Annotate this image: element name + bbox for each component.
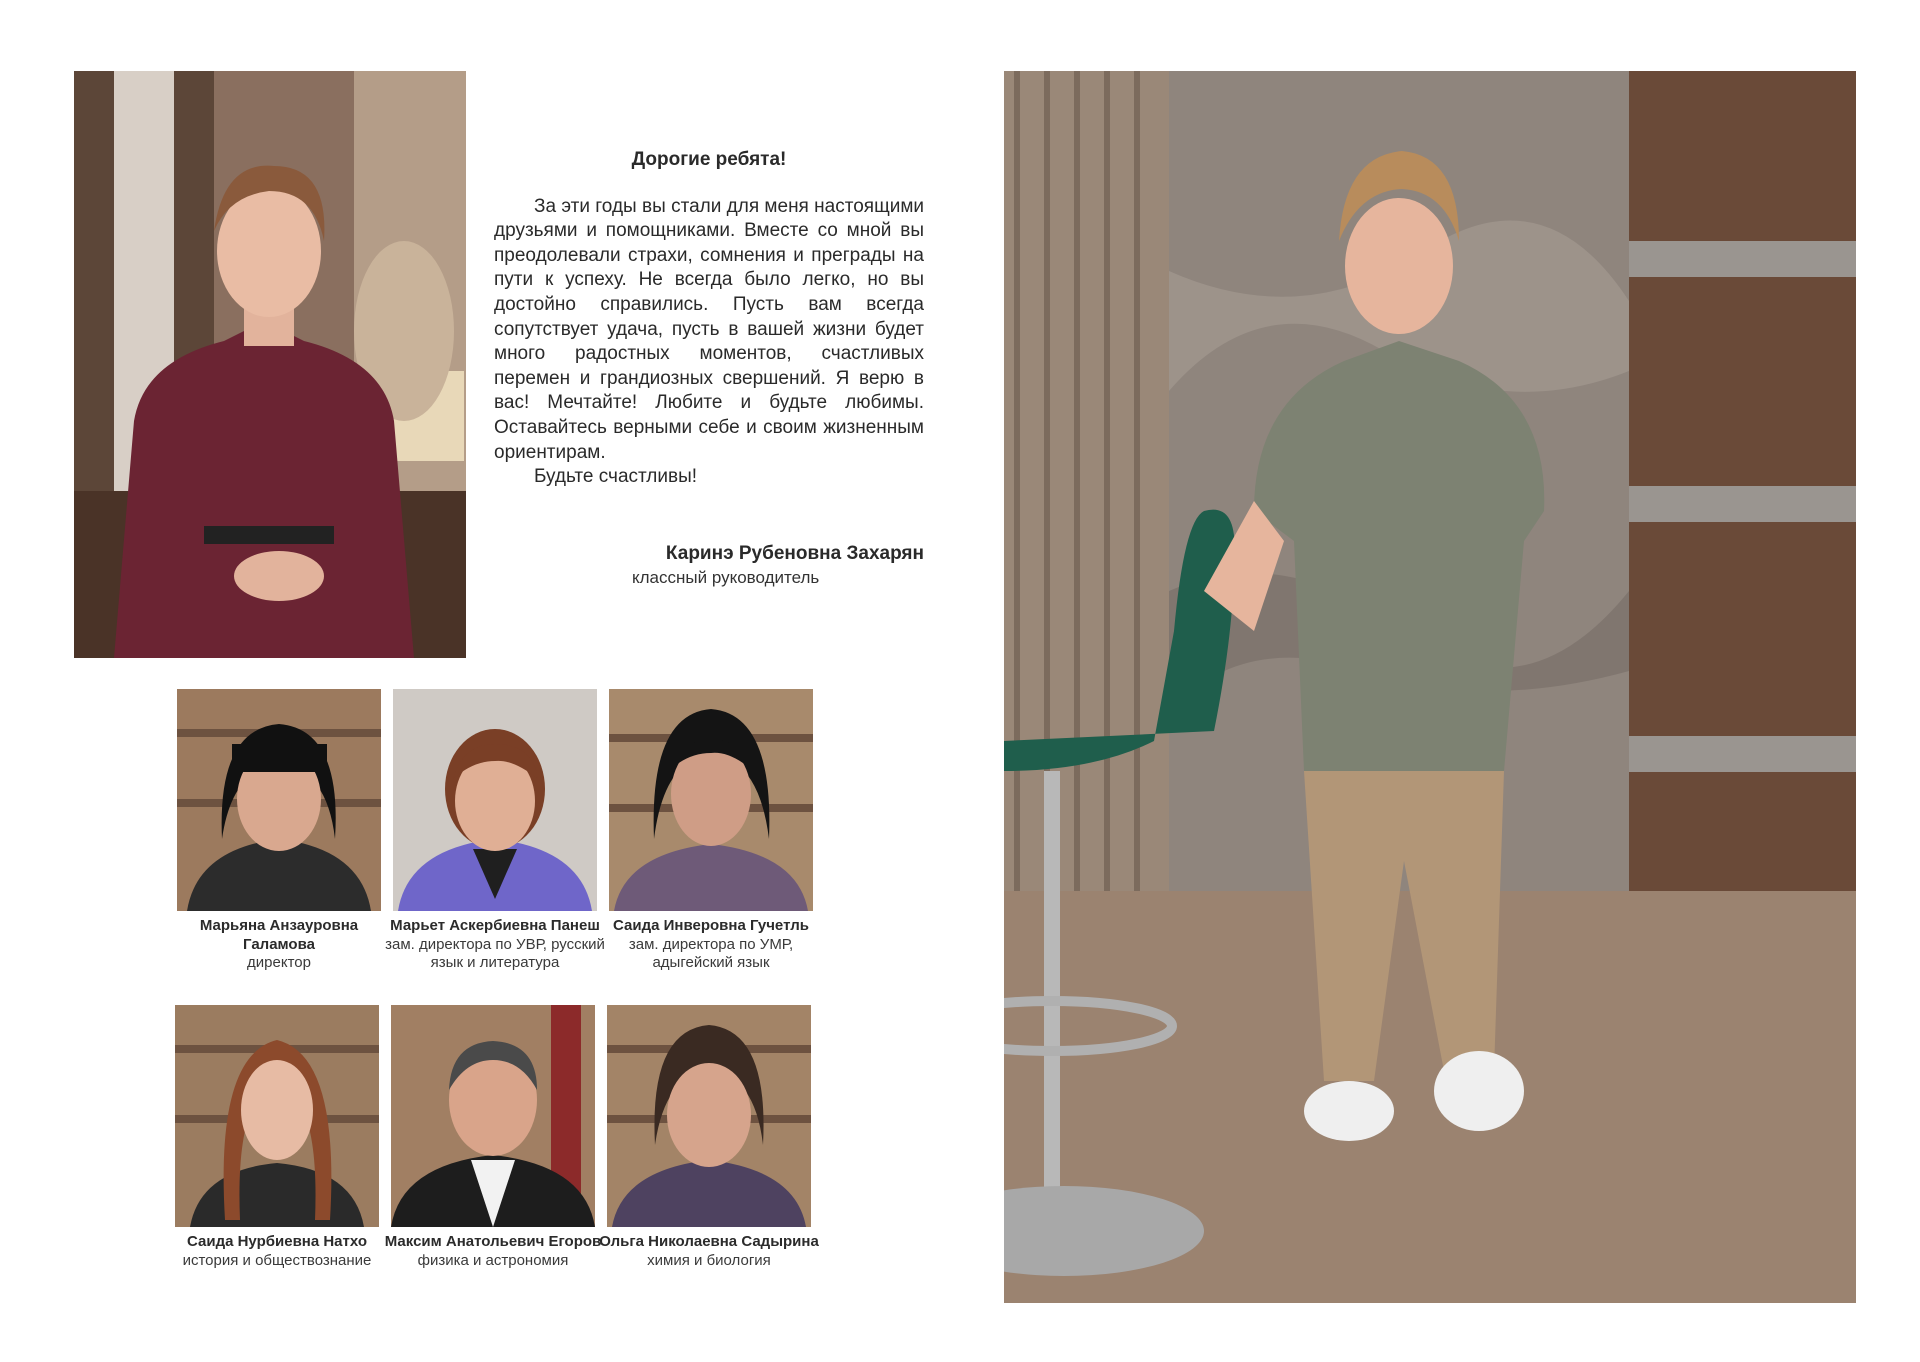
staff-role: история и обществознание — [182, 1251, 372, 1269]
staff-card — [599, 1005, 819, 1270]
staff-card — [169, 689, 389, 973]
staff-card — [167, 1005, 387, 1270]
staff-photo — [607, 1005, 811, 1227]
staff-role: химия и биология — [647, 1251, 771, 1269]
staff-role: директор — [247, 954, 311, 971]
letter-closing: Будьте счастливы! — [534, 466, 698, 488]
letter-greeting: Дорогие ребята! — [631, 149, 787, 170]
staff-role: зам. директора по УМР, адыгейский язык — [628, 935, 794, 971]
staff-name: Марьяна Анзауровна Галамова — [199, 917, 359, 953]
staff-name: Саида Нурбиевна Натхо — [186, 1233, 368, 1250]
staff-name: Саида Инверовна Гучетль — [613, 917, 809, 934]
staff-card — [383, 1005, 603, 1270]
staff-name: Ольга Николаевна Садырина — [599, 1233, 819, 1250]
staff-name: Максим Анатольевич Егоров — [384, 1233, 602, 1250]
staff-role: физика и астрономия — [417, 1251, 569, 1269]
signature-role: классный руководитель — [632, 568, 820, 587]
staff-card — [601, 689, 821, 973]
class-teacher-photo — [74, 71, 466, 658]
letter — [494, 148, 924, 490]
staff-photo — [177, 689, 381, 911]
staff-photo — [609, 689, 813, 911]
staff-photo — [393, 689, 597, 911]
staff-role: зам. директора по УВР, русский язык и литература — [385, 935, 605, 971]
signature — [632, 543, 924, 588]
staff-card — [385, 689, 605, 973]
letter-body: За эти годы вы стали для меня настоящими друзьями и помощниками. Вместе со мной вы преодолевали страхи, сомнения и преграды на пути к успеху. Не всегда было легко, но вы достойно справились. Пусть вам всегда сопутствует удача, пусть в вашей жизни будет много радостных моментов, счастливых перемен и грандиозных свершений. Я верю в вас! Мечтайте! Любите и будьте любимы. Оставайтесь верными себе и своим жизненным ориентирам. — [494, 195, 924, 463]
staff-photo — [391, 1005, 595, 1227]
signature-name: Каринэ Рубеновна Захарян — [665, 543, 924, 564]
staff-photo — [175, 1005, 379, 1227]
staff-name: Марьет Аскербиевна Панеш — [390, 917, 600, 934]
student-photo — [1004, 71, 1856, 1303]
